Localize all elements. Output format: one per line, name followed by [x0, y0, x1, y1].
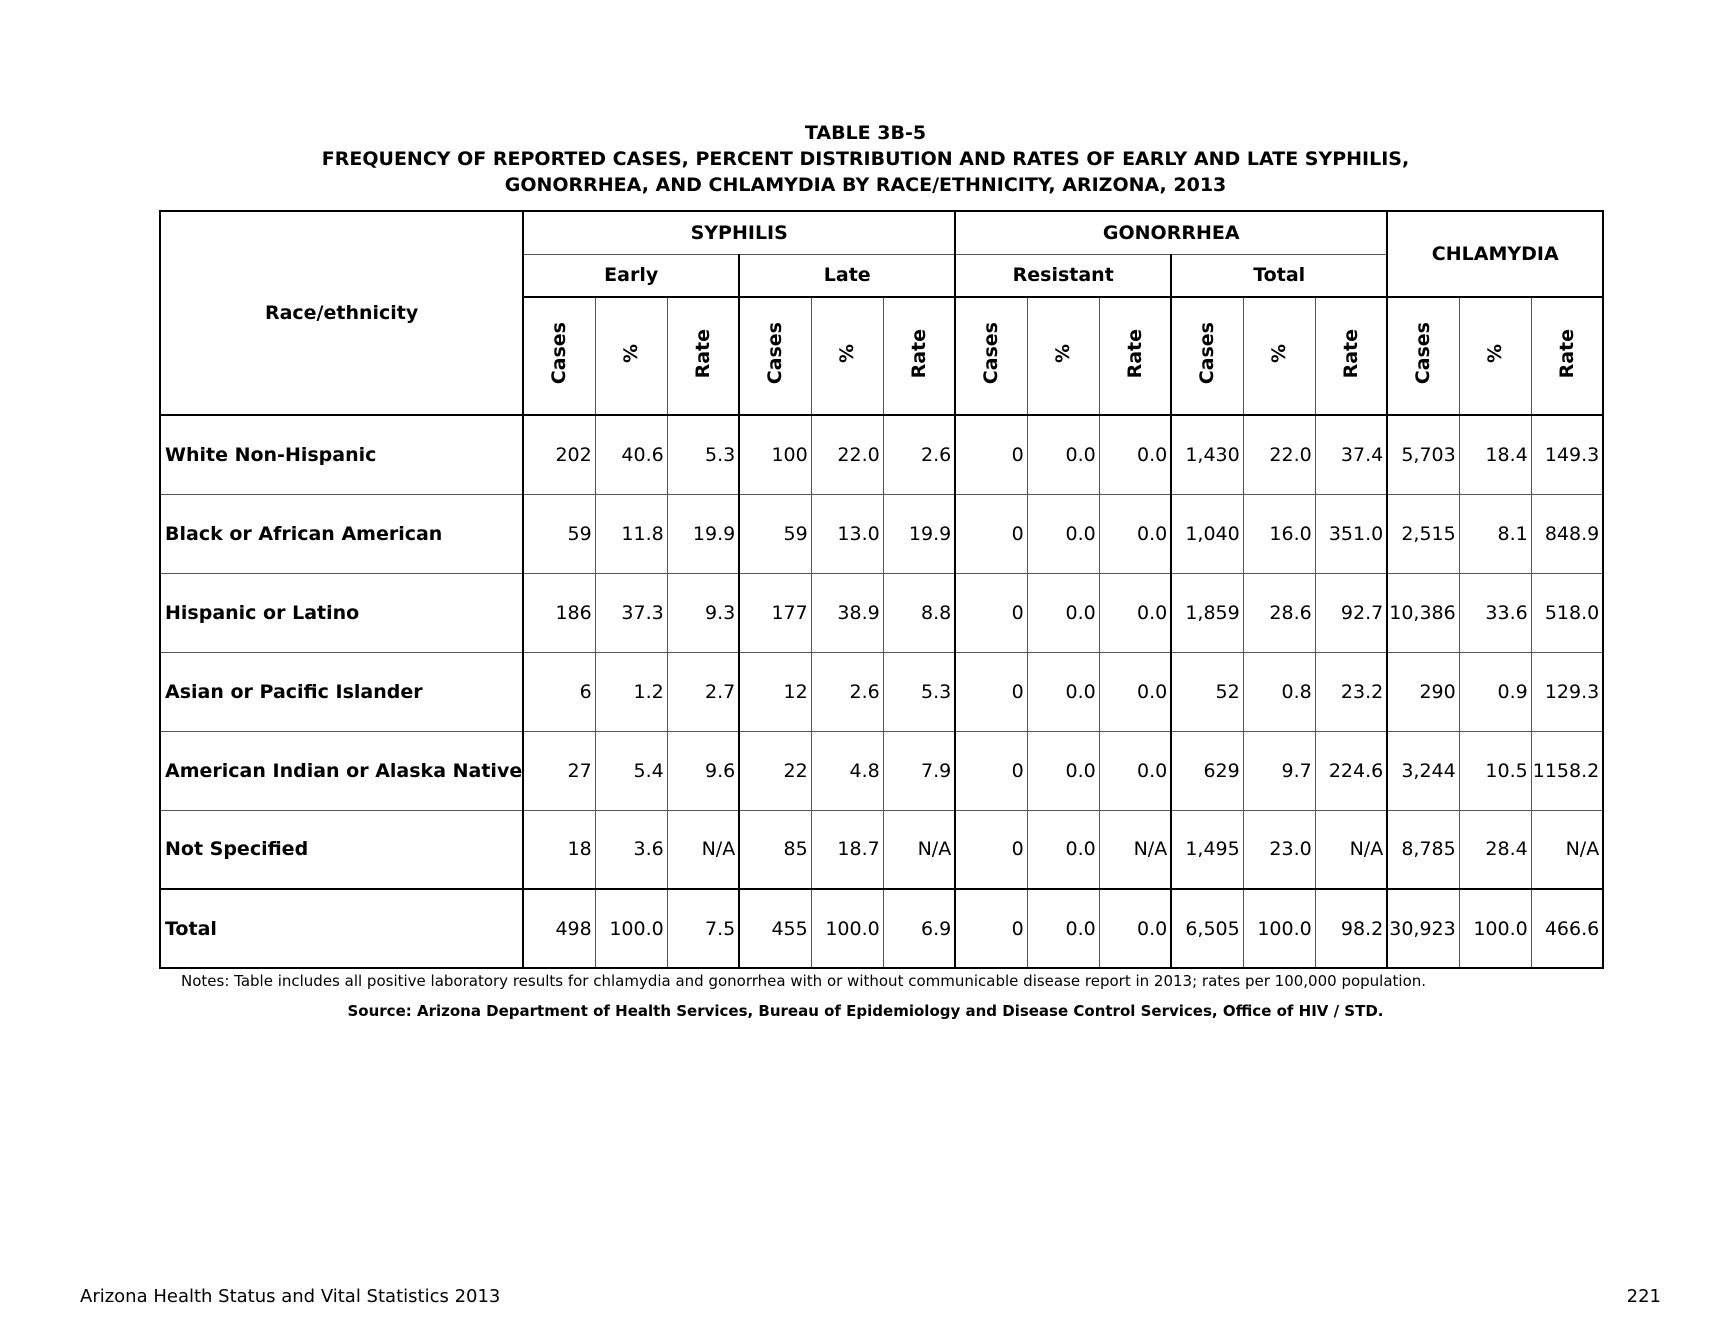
table-row: [160, 652, 1603, 731]
table-cell: 100.0: [595, 889, 667, 968]
table-cell: 98.2: [1315, 889, 1387, 968]
table-cell: 0: [955, 889, 1027, 968]
col-header: %: [595, 297, 667, 415]
row-label: Black or African American: [160, 494, 523, 573]
table-cell: 100.0: [1459, 889, 1531, 968]
table-cell: 28.4: [1459, 810, 1531, 889]
table-cell: 23.0: [1243, 810, 1315, 889]
group-header-syphilis: SYPHILIS: [523, 211, 955, 254]
table-cell: 37.3: [595, 573, 667, 652]
table-cell: 149.3: [1531, 415, 1603, 494]
group-header-chlamydia: CHLAMYDIA: [1387, 211, 1603, 297]
table-row: [160, 573, 1603, 652]
table-cell: 177: [739, 573, 811, 652]
table-cell: 18.4: [1459, 415, 1531, 494]
table-cell: 0.0: [1027, 731, 1099, 810]
table-cell: 0: [955, 415, 1027, 494]
table-cell: 0.0: [1027, 415, 1099, 494]
table-cell: 3,244: [1387, 731, 1459, 810]
data-table: [159, 210, 1604, 969]
table-cell: 33.6: [1459, 573, 1531, 652]
table-row: [160, 415, 1603, 494]
row-label: Asian or Pacific Islander: [160, 652, 523, 731]
row-header: [160, 211, 523, 415]
table-cell: 2,515: [1387, 494, 1459, 573]
col-header: Rate: [667, 297, 739, 415]
table-cell: N/A: [1315, 810, 1387, 889]
table-cell: 0.9: [1459, 652, 1531, 731]
subgroup-header-resistant: Resistant: [955, 254, 1171, 297]
table-cell: 7.5: [667, 889, 739, 968]
row-label: Not Specified: [160, 810, 523, 889]
table-cell: 351.0: [1315, 494, 1387, 573]
table-cell: 59: [739, 494, 811, 573]
table-cell: N/A: [1099, 810, 1171, 889]
col-header: Cases: [1171, 297, 1243, 415]
row-label: White Non-Hispanic: [160, 415, 523, 494]
subgroup-header-total: Total: [1171, 254, 1387, 297]
table-cell: 0.0: [1027, 573, 1099, 652]
table-cell: 0: [955, 731, 1027, 810]
col-header: %: [1459, 297, 1531, 415]
table-cell: 129.3: [1531, 652, 1603, 731]
table-cell: 37.4: [1315, 415, 1387, 494]
table-cell: 6.9: [883, 889, 955, 968]
table-cell: 1.2: [595, 652, 667, 731]
table-cell: 5.3: [883, 652, 955, 731]
table-title-line-1: FREQUENCY OF REPORTED CASES, PERCENT DISTRIBUTION AND RATES OF EARLY AND LATE SYPHILIS,: [321, 148, 1410, 170]
col-header: %: [1243, 297, 1315, 415]
table-cell: 0: [955, 573, 1027, 652]
table-cell: 0.0: [1027, 494, 1099, 573]
table-cell: 40.6: [595, 415, 667, 494]
table-cell: 224.6: [1315, 731, 1387, 810]
table-cell: 498: [523, 889, 595, 968]
row-label: American Indian or Alaska Native: [160, 731, 523, 810]
table-cell: 12: [739, 652, 811, 731]
table-cell: 16.0: [1243, 494, 1315, 573]
table-cell: 23.2: [1315, 652, 1387, 731]
table-cell: 28.6: [1243, 573, 1315, 652]
table-source: Source: Arizona Department of Health Services, Bureau of Epidemiology and Disease Control Services, Office of HIV / STD.: [347, 1002, 1384, 1020]
table-cell: 0: [955, 810, 1027, 889]
table-cell: 1,040: [1171, 494, 1243, 573]
table-cell: 0.0: [1099, 573, 1171, 652]
table-cell: 2.7: [667, 652, 739, 731]
table-cell: 19.9: [667, 494, 739, 573]
table-cell: 9.6: [667, 731, 739, 810]
table-cell: 466.6: [1531, 889, 1603, 968]
table-cell: N/A: [883, 810, 955, 889]
col-header: Cases: [739, 297, 811, 415]
table-cell: 18: [523, 810, 595, 889]
table-cell: 10.5: [1459, 731, 1531, 810]
table-cell: 5.4: [595, 731, 667, 810]
table-cell: 455: [739, 889, 811, 968]
table-cell: 22.0: [1243, 415, 1315, 494]
table-cell: N/A: [667, 810, 739, 889]
table-cell: 518.0: [1531, 573, 1603, 652]
col-header: Rate: [1531, 297, 1603, 415]
table-cell: 0: [955, 652, 1027, 731]
table-notes: Notes: Table includes all positive laboratory results for chlamydia and gonorrhea with or without communicable disease report in 2013; rates per 100,000 population.: [181, 972, 1427, 990]
table-cell: 0.0: [1099, 494, 1171, 573]
col-header: Cases: [523, 297, 595, 415]
table-cell: 6,505: [1171, 889, 1243, 968]
table-cell: 5.3: [667, 415, 739, 494]
table-cell: 186: [523, 573, 595, 652]
table-cell: 59: [523, 494, 595, 573]
table-cell: 8.1: [1459, 494, 1531, 573]
subgroup-header-early: Early: [523, 254, 739, 297]
table-cell: 100.0: [811, 889, 883, 968]
table-cell: 202: [523, 415, 595, 494]
table-cell: 1,430: [1171, 415, 1243, 494]
table-cell: 8,785: [1387, 810, 1459, 889]
table-title-line-2: GONORRHEA, AND CHLAMYDIA BY RACE/ETHNICITY, ARIZONA, 2013: [504, 174, 1227, 196]
footer-publication: Arizona Health Status and Vital Statistics 2013: [80, 1286, 501, 1307]
table-cell: 52: [1171, 652, 1243, 731]
table-cell: 0.0: [1027, 652, 1099, 731]
table-cell: 1,859: [1171, 573, 1243, 652]
table-cell: 30,923: [1387, 889, 1459, 968]
table-number: TABLE 3B-5: [804, 122, 927, 144]
table-cell: 27: [523, 731, 595, 810]
col-header: Cases: [1387, 297, 1459, 415]
table-cell: 0.0: [1027, 889, 1099, 968]
table-cell: 18.7: [811, 810, 883, 889]
col-header: Rate: [1315, 297, 1387, 415]
table-cell: N/A: [1531, 810, 1603, 889]
col-header: Rate: [1099, 297, 1171, 415]
table-cell: 629: [1171, 731, 1243, 810]
table-cell: 290: [1387, 652, 1459, 731]
table-cell: 0.8: [1243, 652, 1315, 731]
table-cell: 100: [739, 415, 811, 494]
table-row: [160, 494, 1603, 573]
col-header: %: [1027, 297, 1099, 415]
page-number: 221: [1626, 1286, 1661, 1307]
table-cell: 7.9: [883, 731, 955, 810]
row-header-label: Race/ethnicity: [264, 302, 419, 324]
table-cell: 848.9: [1531, 494, 1603, 573]
table-cell: 85: [739, 810, 811, 889]
table-row: [160, 810, 1603, 889]
table-cell: 1158.2: [1531, 731, 1603, 810]
table-cell: 0.0: [1027, 810, 1099, 889]
table-cell: 0.0: [1099, 731, 1171, 810]
table-cell: 13.0: [811, 494, 883, 573]
table-cell: 3.6: [595, 810, 667, 889]
group-header-gonorrhea: GONORRHEA: [955, 211, 1387, 254]
table-row: [160, 889, 1603, 968]
table-cell: 5,703: [1387, 415, 1459, 494]
table-cell: 4.8: [811, 731, 883, 810]
table-cell: 8.8: [883, 573, 955, 652]
table-cell: 22.0: [811, 415, 883, 494]
table-cell: 2.6: [811, 652, 883, 731]
table-cell: 11.8: [595, 494, 667, 573]
col-header: Cases: [955, 297, 1027, 415]
table-cell: 10,386: [1387, 573, 1459, 652]
table-cell: 9.3: [667, 573, 739, 652]
table-cell: 0.0: [1099, 415, 1171, 494]
table-title: [0, 120, 1731, 198]
row-label: Hispanic or Latino: [160, 573, 523, 652]
table-cell: 92.7: [1315, 573, 1387, 652]
row-label: Total: [160, 889, 523, 968]
table-row: [160, 731, 1603, 810]
table-cell: 0.0: [1099, 652, 1171, 731]
table-cell: 19.9: [883, 494, 955, 573]
table-cell: 6: [523, 652, 595, 731]
table-cell: 2.6: [883, 415, 955, 494]
table-cell: 0: [955, 494, 1027, 573]
col-header: %: [811, 297, 883, 415]
col-header: Rate: [883, 297, 955, 415]
table-cell: 0.0: [1099, 889, 1171, 968]
table-cell: 1,495: [1171, 810, 1243, 889]
table-cell: 9.7: [1243, 731, 1315, 810]
table-cell: 100.0: [1243, 889, 1315, 968]
table-cell: 38.9: [811, 573, 883, 652]
subgroup-header-late: Late: [739, 254, 955, 297]
table-cell: 22: [739, 731, 811, 810]
